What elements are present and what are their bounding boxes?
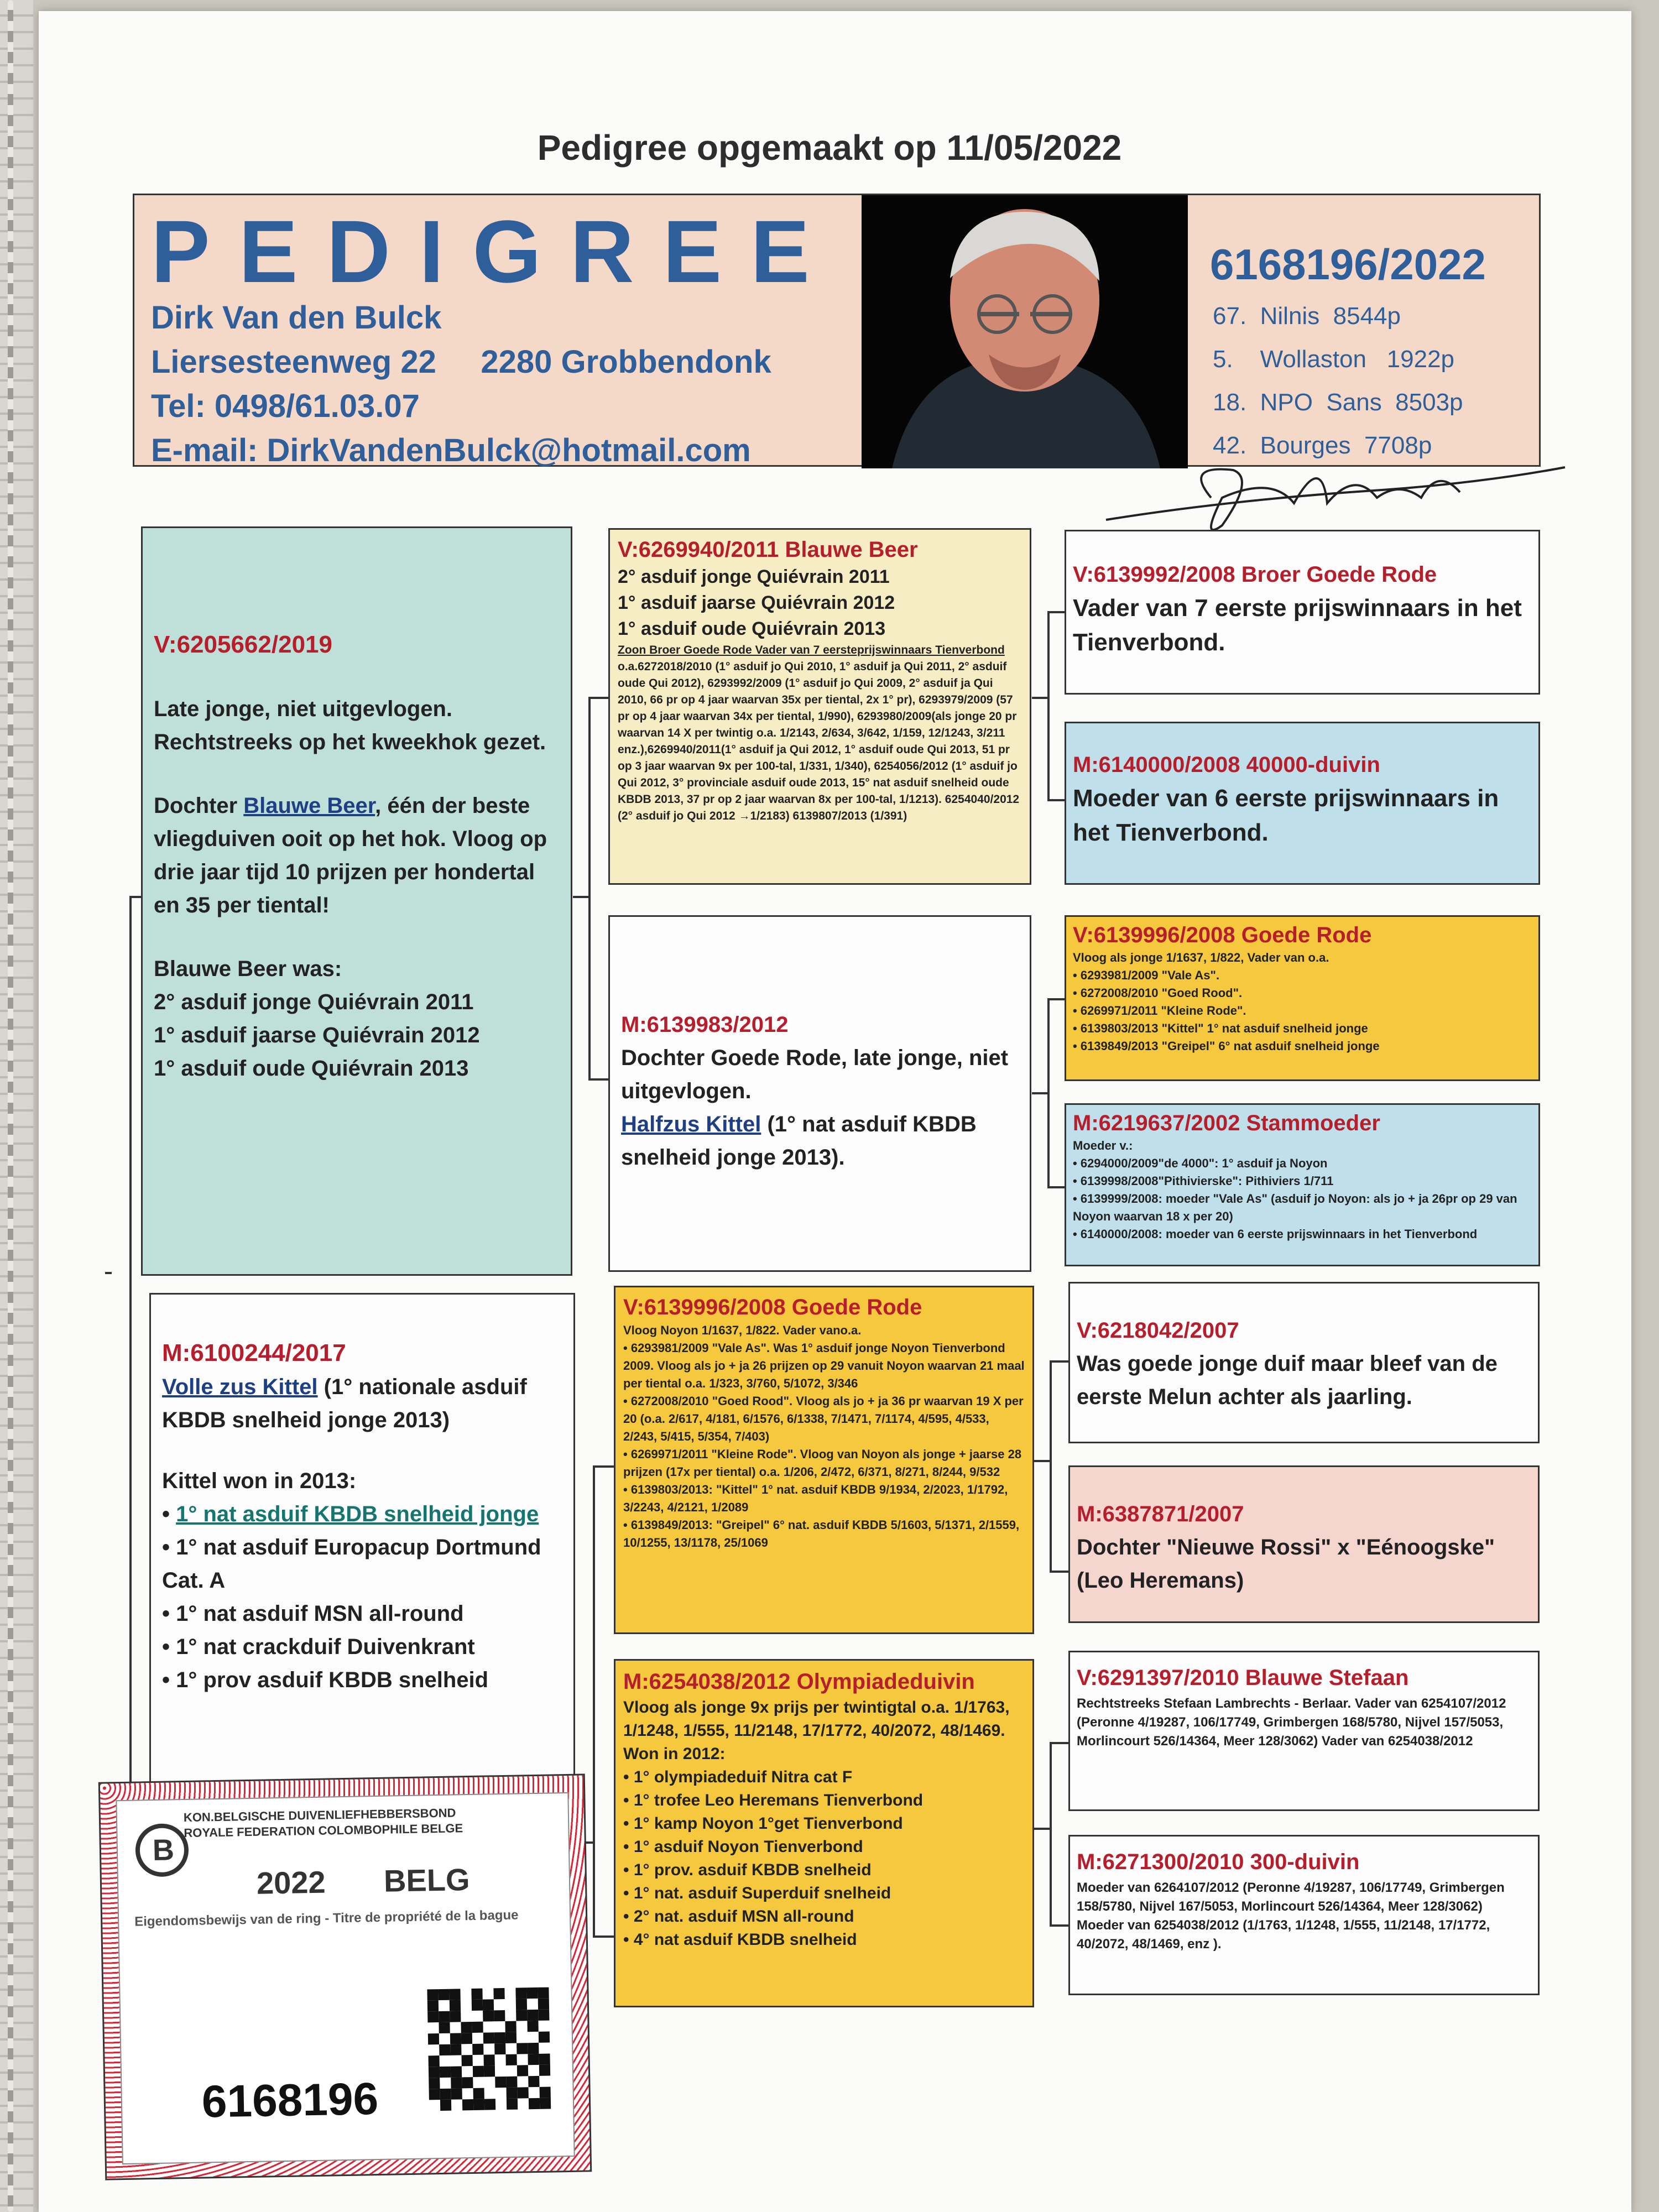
- dam-text: Dochter Goede Rode, late jonge, niet uitgevlogen.: [621, 1046, 1009, 1103]
- halfzus-kittel-link[interactable]: Halfzus Kittel: [621, 1112, 761, 1136]
- tree-line: [1032, 697, 1048, 699]
- pigeon-title: V:6205662/2019: [154, 631, 332, 658]
- dam-card: [608, 915, 1031, 1272]
- grandsire-3-title: V:6291397/2010 Blauwe Stefaan: [1077, 1666, 1409, 1690]
- ring-card-inner: [116, 1792, 575, 2164]
- ring-ownership-card: [98, 1773, 592, 2180]
- sire-line: 2° asduif jonge Quiévrain 2011: [618, 566, 890, 587]
- pedigree-logo: PEDIGREE: [151, 202, 838, 301]
- mother-link-item: [162, 1498, 562, 1531]
- tree-line: [593, 1936, 614, 1938]
- dam-sire-title: V:6139996/2008 Goede Rode: [1073, 923, 1372, 947]
- grandsire-2-card: [1068, 1465, 1540, 1623]
- sire-dam-text: Moeder van 6 eerste prijswinnaars in het Tienverbond.: [1073, 785, 1499, 846]
- tree-line: [1034, 1460, 1051, 1462]
- pigeon-blauwe-beer-link[interactable]: Blauwe Beer: [243, 794, 375, 818]
- federation-name: KON.BELGISCHE DUIVENLIEFHEBBERSBOND ROYALE FEDERATION COLOMBOPHILE BELGE: [183, 1806, 463, 1840]
- ring-country: BELG: [383, 1862, 471, 1898]
- tree-line: [588, 697, 591, 1078]
- pigeon-line: 1° asduif jaarse Quiévrain 2012: [154, 1023, 480, 1047]
- sire-sire-text: Vader van 7 eerste prijswinnaars in het Tienverbond.: [1073, 594, 1522, 656]
- mb-sire-intro: Vloog Noyon 1/1637, 1/822. Vader vano.a.: [623, 1323, 862, 1337]
- pigeon-subtitle: Blauwe Beer was:: [154, 957, 342, 981]
- grandsire-1-title: V:6218042/2007: [1077, 1318, 1239, 1343]
- sire-details: o.a.6272018/2010 (1° asduif jo Qui 2010, 1° asduif ja Qui 2011, 2° asduif oude Qui 2012), 6293992/2009 (1° asduif jo Qui 2009, 2° asduif ja Qui 2010, 66 pr op 4 jaar waarvan 35x per tiental, 2x 1° pr), 6293979/2009 (57 pr op 4 jaar waarvan 34x per tiental, 1/990), 6293980/2009(als jonge 20 pr waarvan 14 X per twintig o.a. 1/2143, 2/634, 3/642, 1/159, 12/1243, 3/211 enz.),6269940/2011(1° asduif ja Qui 2012, 1° asduif oude Qui 2013, 51 pr op 3 jaar waarvan 9x per 100-tal, 1/331, 1/340), 6254056/2012 (1° asduif jo Qui 2012, 3° provinciale asduif oude 2013, 15° nat asduif snelheid oude KBDB 2013, 37 pr op 2 jaar waarvan 8x per 100-tal, 1/1213). 6254040/2012 (2° asduif jo Qui 2012 →1/2183) 6139807/2013 (1/391): [618, 660, 1020, 822]
- grandsire-1-card: [1068, 1282, 1540, 1443]
- tree-line: [1050, 1571, 1068, 1573]
- tree-line: [1050, 1742, 1052, 1924]
- volle-zus-link[interactable]: Volle zus Kittel: [162, 1375, 318, 1399]
- pigeon-card: [141, 526, 572, 1276]
- tree-line: [1050, 1360, 1068, 1363]
- dam-note: Halfzus Kittel (1° nat asduif KBDB snelheid jonge 2013).: [621, 1112, 977, 1170]
- sire-title: V:6269940/2011 Blauwe Beer: [618, 538, 918, 562]
- tree-line: [1047, 998, 1050, 1186]
- tree-line: [1047, 1186, 1066, 1188]
- mb-sire-title: V:6139996/2008 Goede Rode: [623, 1295, 922, 1319]
- mother-list-item: • 1° nat asduif Europacup Dortmund Cat. A: [162, 1531, 562, 1597]
- ring-card-title: Eigendomsbewijs van de ring - Titre de propriété de la bague: [134, 1907, 519, 1929]
- ring-number: 6168196: [201, 2073, 379, 2127]
- kittel-link[interactable]: 1° nat asduif KBDB snelheid jonge: [176, 1502, 539, 1526]
- grandsire-4-title: M:6271300/2010 300-duivin: [1077, 1850, 1360, 1874]
- svg-text:B: B: [152, 1833, 175, 1867]
- mb-dam-card: [614, 1659, 1034, 2007]
- tree-line: [129, 896, 132, 1841]
- grandsire-3-card: [1068, 1651, 1540, 1811]
- sire-card: [608, 528, 1031, 885]
- mb-dam-list: • 1° olympiadeduif Nitra cat F • 1° trofee Leo Heremans Tienverbond • 1° kamp Noyon 1°get Tienverbond • 1° asduif Noyon Tienverbond • 1° prov. asduif KBDB snelheid • 1° nat. asduif Superduif snelheid • 2° nat. asduif MSN all-round • 4° nat asduif KBDB snelheid: [623, 1766, 1025, 1952]
- dam-sire-card: [1065, 915, 1540, 1081]
- grandsire-1-text: Was goede jonge duif maar bleef van de eerste Melun achter als jaarling.: [1077, 1352, 1498, 1409]
- tree-line: [105, 1272, 112, 1274]
- grandsire-2-text: Dochter "Nieuwe Rossi" x "Eénoogske" (Leo Heremans): [1077, 1535, 1495, 1593]
- tree-line: [573, 896, 589, 898]
- sire-line: 1° asduif oude Quiévrain 2013: [618, 618, 886, 639]
- tree-line: [1047, 799, 1066, 801]
- tree-line: [1047, 611, 1066, 613]
- mother-text: Volle zus Kittel (1° nationale asduif KBDB snelheid jonge 2013): [162, 1375, 527, 1432]
- dam-dam-intro: Moeder v.:: [1073, 1139, 1133, 1152]
- sire-sire-card: [1065, 530, 1540, 695]
- mb-dam-title: M:6254038/2012 Olympiadeduivin: [623, 1670, 975, 1694]
- tree-line: [1034, 1828, 1051, 1830]
- pigeon-description: Dochter Blauwe Beer, één der beste vliegduiven ooit op het hok. Vloog op drie jaar tijd 10 prijzen per hondertal en 35 per tiental!: [154, 794, 547, 917]
- sire-dam-card: [1065, 722, 1540, 885]
- mother-list-item: • 1° nat crackduif Duivenkrant: [162, 1630, 562, 1663]
- tree-line: [1047, 998, 1066, 1000]
- tree-line: [1032, 1092, 1048, 1094]
- mb-sire-card: [614, 1286, 1034, 1634]
- pigeon-ring-number: 6168196/2022: [1210, 240, 1486, 289]
- binder-sleeve: [0, 0, 33, 2212]
- signature-icon: [1100, 409, 1571, 542]
- header-results: 67. Nilnis 8544p 5. Wollaston 1922p 18. NPO Sans 8503p 42. Bourges 7708p: [1213, 302, 1463, 459]
- qr-code-icon: [427, 1987, 551, 2111]
- sire-small-heading: Zoon Broer Goede Rode Vader van 7 eersteprijswinnaars Tienverbond: [618, 644, 1005, 656]
- mother-heading: Kittel won in 2013:: [162, 1469, 357, 1493]
- mother-list-item: • 1° prov asduif KBDB snelheid: [162, 1663, 562, 1697]
- pigeon-line: 1° asduif oude Quiévrain 2013: [154, 1056, 469, 1081]
- tree-line: [593, 1465, 595, 1936]
- mb-sire-list: • 6293981/2009 "Vale As". Was 1° asduif jonge Noyon Tienverbond 2009. Vloog als jo + ja 26 prijzen op 29 vanuit Noyon waarvan 21 maal per tiental o.a. 1/323, 3/760, 5/1072, 3/346 • 6272008/2010 "Goed Rood". Vloog als jo + ja 36 pr waarvan 19 X per 20 (o.a. 2/617, 4/181, 6/1576, 6/1338, 7/1471, 7/1174, 4/595, 4/533, 2/243, 5/415, 5/354, 7/403) • 6269971/2011 "Kleine Rode". Vloog van Noyon als jonge + jaarse 28 prijzen (17x per tiental) o.a. 1/206, 2/472, 6/371, 8/271, 8/244, 9/532 • 6139803/2013: "Kittel" 1° nat. asduif KBDB 9/1934, 2/2023, 1/1792, 3/2243, 4/2121, 1/2089 • 6139849/2013: "Greipel" 6° nat. asduif KBDB 5/1603, 5/1371, 2/1559, 10/1255, 13/1178, 25/1069: [623, 1339, 1025, 1552]
- tree-line: [1050, 1924, 1068, 1927]
- sire-dam-title: M:6140000/2008 40000-duivin: [1073, 753, 1380, 777]
- owner-details: Dirk Van den Bulck Liersesteenweg 22 2280 Grobbendonk Tel: 0498/61.03.07 E-mail: DirkVandenBulck@hotmail.com: [151, 300, 771, 468]
- tree-line: [129, 896, 142, 898]
- sire-sire-title: V:6139992/2008 Broer Goede Rode: [1073, 562, 1437, 587]
- dam-title: M:6139983/2012: [621, 1013, 789, 1037]
- pigeon-line: 2° asduif jonge Quiévrain 2011: [154, 990, 474, 1014]
- dam-sire-list: • 6293981/2009 "Vale As". • 6272008/2010 "Goed Rood". • 6269971/2011 "Kleine Rode". • 6139803/2013 "Kittel" 1° nat asduif snelheid jonge • 6139849/2013 "Greipel" 6° nat asduif snelheid jonge: [1073, 967, 1532, 1055]
- dam-dam-title: M:6219637/2002 Stammoeder: [1073, 1111, 1380, 1135]
- tree-line: [1047, 611, 1050, 799]
- tree-line: [1050, 1742, 1068, 1744]
- mother-title: M:6100244/2017: [162, 1339, 346, 1366]
- mother-list-item: • 1° nat asduif MSN all-round: [162, 1597, 562, 1630]
- dam-dam-card: [1065, 1103, 1540, 1266]
- mb-dam-intro: Vloog als jonge 9x prijs per twintigtal o.a. 1/1763, 1/1248, 1/555, 11/2148, 17/1772, 40/2072, 48/1469. Won in 2012:: [623, 1698, 1010, 1763]
- tree-line: [593, 1465, 614, 1468]
- grandsire-3-text: Rechtstreeks Stefaan Lambrechts - Berlaar. Vader van 6254107/2012 (Peronne 4/19287, 106/17749, Grimbergen 168/5780, Nijvel 157/5053, Morlincourt 526/14364, Meer 128/3062) Vader van 6254038/2012: [1077, 1696, 1506, 1749]
- tree-line: [588, 697, 611, 699]
- grandsire-4-text: Moeder van 6264107/2012 (Peronne 4/19287, 106/17749, Grimbergen 158/5780, Nijvel 167/5053, Morlincourt 526/14364, Meer 128/3062) Moeder van 6254038/2012 (1/1763, 1/1248, 1/555, 11/2148, 17/1772, 40/2072, 48/1469, enz ).: [1077, 1880, 1505, 1952]
- tree-line: [1050, 1360, 1052, 1571]
- pigeon-text: Late jonge, niet uitgevlogen. Rechtstreeks op het kweekhok gezet.: [154, 697, 546, 754]
- tree-line: [588, 1078, 611, 1081]
- ring-year: 2022: [256, 1864, 326, 1901]
- mother-branch-card: [149, 1293, 575, 1835]
- dam-dam-list: • 6294000/2009"de 4000": 1° asduif ja Noyon • 6139998/2008"Pithivierske": Pithiviers 1/711 • 6139999/2008: moeder "Vale As" (asduif jo Noyon: als jo + ja 26pr op 29 van Noyon waarvan 18 x per 20) • 6140000/2008: moeder van 6 eerste prijswinnaars in het Tienverbond: [1073, 1155, 1532, 1243]
- made-date-title: Pedigree opgemaakt op 11/05/2022: [537, 128, 1122, 168]
- dam-sire-intro: Vloog als jonge 1/1637, 1/822, Vader van o.a.: [1073, 951, 1329, 964]
- grandsire-2-title: M:6387871/2007: [1077, 1502, 1244, 1526]
- sire-line: 1° asduif jaarse Quiévrain 2012: [618, 592, 895, 613]
- grandsire-4-card: [1068, 1835, 1540, 1995]
